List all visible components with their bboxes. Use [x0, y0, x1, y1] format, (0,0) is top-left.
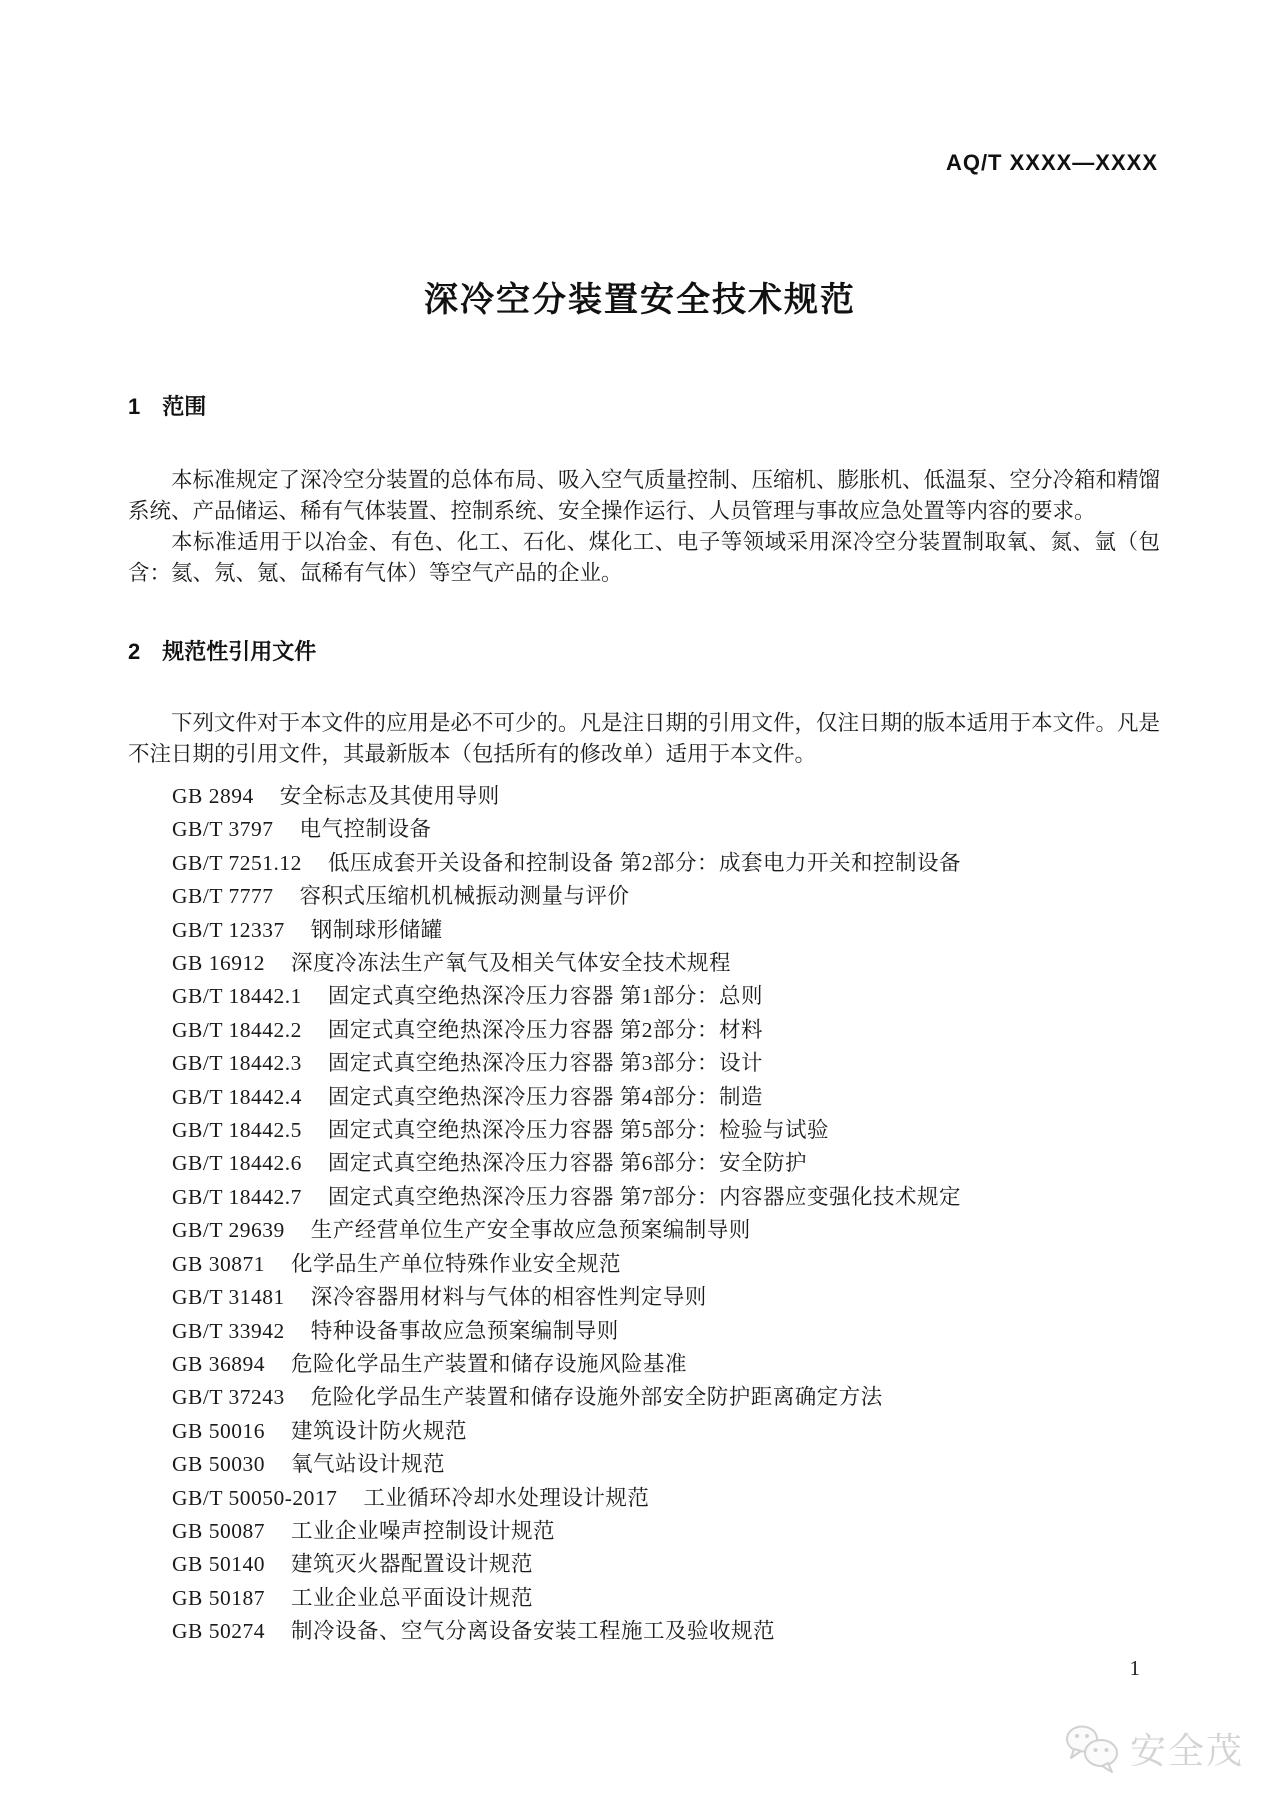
reference-code: GB/T 31481	[172, 1285, 285, 1310]
section-heading-normative-references	[128, 635, 1160, 666]
reference-title: 危险化学品生产装置和储存设施风险基准	[291, 1351, 688, 1376]
reference-item	[172, 880, 1160, 913]
section-heading-label: 规范性引用文件	[162, 639, 317, 664]
reference-item	[172, 1248, 1160, 1281]
reference-item	[172, 847, 1160, 880]
reference-title: 建筑灭火器配置设计规范	[291, 1552, 534, 1577]
document-title: 深冷空分装置安全技术规范	[424, 281, 856, 319]
reference-title: 制冷设备、空气分离设备安装工程施工及验收规范	[291, 1619, 776, 1644]
reference-title: 生产经营单位生产安全事故应急预案编制导则	[310, 1218, 751, 1243]
reference-item	[172, 1615, 1160, 1648]
reference-item	[172, 1214, 1160, 1247]
reference-code: GB 30871	[172, 1251, 265, 1276]
watermark	[1064, 1722, 1244, 1774]
reference-title: 钢制球形储罐	[310, 917, 443, 942]
section-number: 1	[128, 394, 141, 419]
reference-code: GB/T 33942	[172, 1318, 285, 1343]
reference-title: 氧气站设计规范	[291, 1452, 446, 1477]
reference-item	[172, 1014, 1160, 1047]
wechat-icon	[1064, 1722, 1122, 1774]
reference-item	[172, 1515, 1160, 1548]
reference-item	[172, 1415, 1160, 1448]
reference-title: 固定式真空绝热深冷压力容器 第4部分：制造	[327, 1084, 763, 1109]
scope-paragraph-2: 本标准适用于以冶金、有色、化工、石化、煤化工、电子等领域采用深冷空分装置制取氧、氮、氩（包含：氦、氖、氪、氙稀有气体）等空气产品的企业。	[128, 530, 1160, 585]
page-number: 1	[1129, 1656, 1140, 1680]
section-number: 2	[128, 639, 141, 664]
reference-item	[172, 914, 1160, 947]
reference-title: 容积式压缩机机械振动测量与评价	[299, 884, 630, 909]
reference-title: 工业企业总平面设计规范	[291, 1585, 534, 1610]
reference-item	[172, 1448, 1160, 1481]
references-intro-paragraph: 下列文件对于本文件的应用是必不可少的。凡是注日期的引用文件，仅注日期的版本适用于本文件。凡是不注日期的引用文件，其最新版本（包括所有的修改单）适用于本文件。	[128, 711, 1161, 766]
reference-code: GB/T 29639	[172, 1218, 285, 1243]
reference-code: GB 36894	[172, 1351, 265, 1376]
reference-code: GB 50016	[172, 1418, 265, 1443]
reference-code: GB/T 18442.2	[172, 1017, 302, 1042]
reference-code: GB/T 18442.1	[172, 984, 302, 1009]
reference-code: GB 50140	[172, 1552, 265, 1577]
reference-item	[172, 1381, 1160, 1414]
reference-title: 化学品生产单位特殊作业安全规范	[291, 1251, 622, 1276]
reference-item	[172, 780, 1160, 813]
reference-code: GB/T 3797	[172, 817, 274, 842]
reference-title: 深度冷冻法生产氧气及相关气体安全技术规程	[291, 951, 732, 976]
scope-paragraph-1: 本标准规定了深冷空分装置的总体布局、吸入空气质量控制、压缩机、膨胀机、低温泵、空分冷箱和精馏系统、产品储运、稀有气体装置、控制系统、安全操作运行、人员管理与事故应急处置等内容的要求。	[128, 468, 1161, 523]
reference-code: GB 50187	[172, 1585, 265, 1610]
reference-title: 深冷容器用材料与气体的相容性判定导则	[310, 1285, 707, 1310]
reference-code: GB/T 7251.12	[172, 850, 302, 875]
standard-code-header: AQ/T XXXX—XXXX	[945, 150, 1158, 175]
reference-title: 安全标志及其使用导则	[279, 784, 500, 808]
reference-item	[172, 1081, 1160, 1114]
reference-code: GB/T 50050-2017	[172, 1485, 338, 1510]
reference-title: 固定式真空绝热深冷压力容器 第1部分：总则	[327, 984, 763, 1009]
watermark-label: 安全茂	[1129, 1729, 1244, 1771]
reference-item	[172, 1281, 1160, 1314]
reference-item	[172, 1047, 1160, 1080]
reference-item	[172, 1348, 1160, 1381]
reference-item	[172, 1181, 1160, 1214]
reference-code: GB 50274	[172, 1619, 265, 1644]
reference-title: 固定式真空绝热深冷压力容器 第6部分：安全防护	[327, 1151, 807, 1176]
reference-title: 固定式真空绝热深冷压力容器 第3部分：设计	[327, 1051, 763, 1076]
reference-title: 工业企业噪声控制设计规范	[291, 1518, 556, 1543]
reference-title: 危险化学品生产装置和储存设施外部安全防护距离确定方法	[310, 1385, 883, 1410]
reference-item	[172, 1582, 1160, 1615]
reference-item	[172, 980, 1160, 1013]
reference-item	[172, 813, 1160, 846]
reference-code: GB/T 18442.7	[172, 1184, 302, 1209]
reference-title: 电气控制设备	[299, 817, 432, 842]
section-heading-scope	[128, 390, 1160, 421]
reference-item	[172, 947, 1160, 980]
reference-code: GB/T 18442.6	[172, 1151, 302, 1176]
reference-code: GB 2894	[172, 784, 254, 808]
reference-item	[172, 1114, 1160, 1147]
reference-title: 固定式真空绝热深冷压力容器 第7部分：内容器应变强化技术规定	[327, 1184, 961, 1209]
references-list	[128, 780, 1160, 1649]
reference-title: 工业循环冷却水处理设计规范	[363, 1485, 650, 1510]
reference-code: GB 50087	[172, 1518, 265, 1543]
reference-title: 特种设备事故应急预案编制导则	[310, 1318, 619, 1343]
section-heading-label: 范围	[162, 394, 207, 419]
reference-item	[172, 1315, 1160, 1348]
reference-code: GB/T 18442.5	[172, 1118, 302, 1143]
reference-item	[172, 1548, 1160, 1581]
document-body	[128, 390, 1160, 1649]
reference-item	[172, 1482, 1160, 1515]
reference-code: GB/T 18442.4	[172, 1084, 302, 1109]
reference-code: GB/T 7777	[172, 884, 274, 909]
reference-title: 低压成套开关设备和控制设备 第2部分：成套电力开关和控制设备	[327, 850, 961, 875]
reference-title: 固定式真空绝热深冷压力容器 第2部分：材料	[327, 1017, 763, 1042]
reference-code: GB 16912	[172, 951, 265, 976]
reference-code: GB/T 37243	[172, 1385, 285, 1410]
reference-item	[172, 1147, 1160, 1180]
reference-code: GB 50030	[172, 1452, 265, 1477]
reference-title: 建筑设计防火规范	[291, 1418, 468, 1443]
reference-title: 固定式真空绝热深冷压力容器 第5部分：检验与试验	[327, 1118, 829, 1143]
reference-code: GB/T 12337	[172, 917, 285, 942]
reference-code: GB/T 18442.3	[172, 1051, 302, 1076]
